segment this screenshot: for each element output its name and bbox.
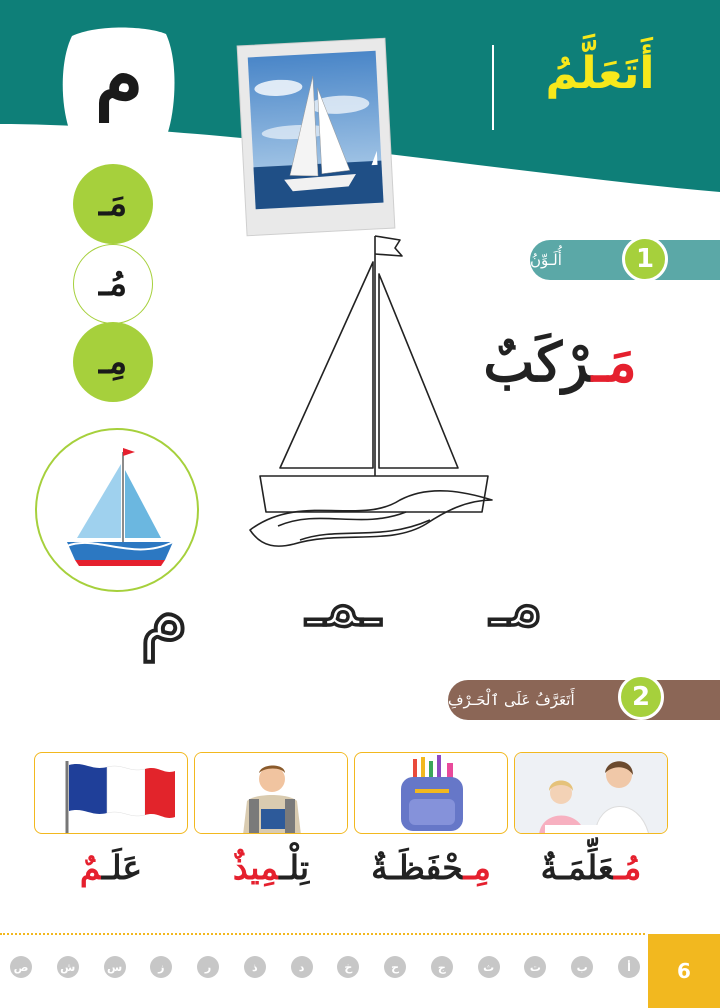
alphabet-letter[interactable]: ث [478, 956, 500, 978]
card-teacher [514, 752, 668, 834]
student-image [195, 753, 348, 834]
alphabet-letter[interactable]: ح [384, 956, 406, 978]
alphabet-letter[interactable]: ر [197, 956, 219, 978]
picture-cards [34, 752, 668, 834]
main-word-rest: رْكَبٌ [483, 330, 592, 394]
letter-form-fatha: مَـ [73, 164, 153, 244]
alphabet-letter[interactable]: ت [524, 956, 546, 978]
teacher-image [515, 753, 668, 834]
word-flag: عَلَـمٌ [79, 848, 143, 887]
card-flag [34, 752, 188, 834]
alphabet-letter[interactable]: س [104, 956, 126, 978]
alphabet-letter[interactable]: ز [150, 956, 172, 978]
trace-medial: ـمـ [306, 566, 381, 641]
footer-divider [0, 933, 645, 935]
card-backpack [354, 752, 508, 834]
section-number-1: 1 [622, 236, 668, 282]
word-flag-highlight: مٌ [79, 848, 102, 887]
letter-form-damma: مُـ [73, 244, 153, 324]
backpack-image [355, 753, 508, 834]
word-teacher: مُـعَلِّمَـةٌ [540, 848, 642, 887]
alphabet-letter[interactable]: ذ [244, 956, 266, 978]
alphabet-letter[interactable]: د [291, 956, 313, 978]
word-teacher-highlight: مُـ [613, 848, 642, 887]
word-notebook-highlight: مِـ [463, 848, 491, 887]
trace-initial: مـ [490, 566, 544, 641]
trace-isolated: م [140, 571, 189, 662]
letter-glyph: م [94, 31, 144, 122]
alphabet-letter[interactable]: أ [618, 956, 640, 978]
section-recognize-label: أَتَعَرَّفُ عَلَى ٱلْحَـرْفِ [448, 680, 720, 720]
coloring-boat-outline [230, 230, 500, 560]
sailboat-photo [236, 36, 396, 238]
alphabet-letter[interactable]: ص [10, 956, 32, 978]
letter-card [58, 20, 180, 144]
header-divider [492, 45, 494, 130]
alphabet-letter[interactable]: ج [431, 956, 453, 978]
page-number: 6 [648, 934, 720, 1008]
french-flag-image [35, 753, 188, 834]
alphabet-letter[interactable]: ب [571, 956, 593, 978]
card-student [194, 752, 348, 834]
word-notebook: مِـحْفَظَـةٌ [371, 848, 491, 887]
tracing-letters [130, 565, 580, 685]
section-color-label: أُلَـوِّنُ [530, 240, 720, 280]
alphabet-strip [10, 956, 640, 980]
word-student-highlight: مِيذٌ [232, 848, 280, 887]
alphabet-letter[interactable]: خ [337, 956, 359, 978]
section-number-2: 2 [618, 674, 664, 720]
letter-form-kasra: مِـ [73, 322, 153, 402]
main-word-highlight: مَـ [591, 330, 637, 394]
page-title: أَتَعَلَّمُ [545, 48, 655, 99]
word-student: تِلْـمِيذٌ [232, 848, 310, 887]
alphabet-letter[interactable]: ش [57, 956, 79, 978]
